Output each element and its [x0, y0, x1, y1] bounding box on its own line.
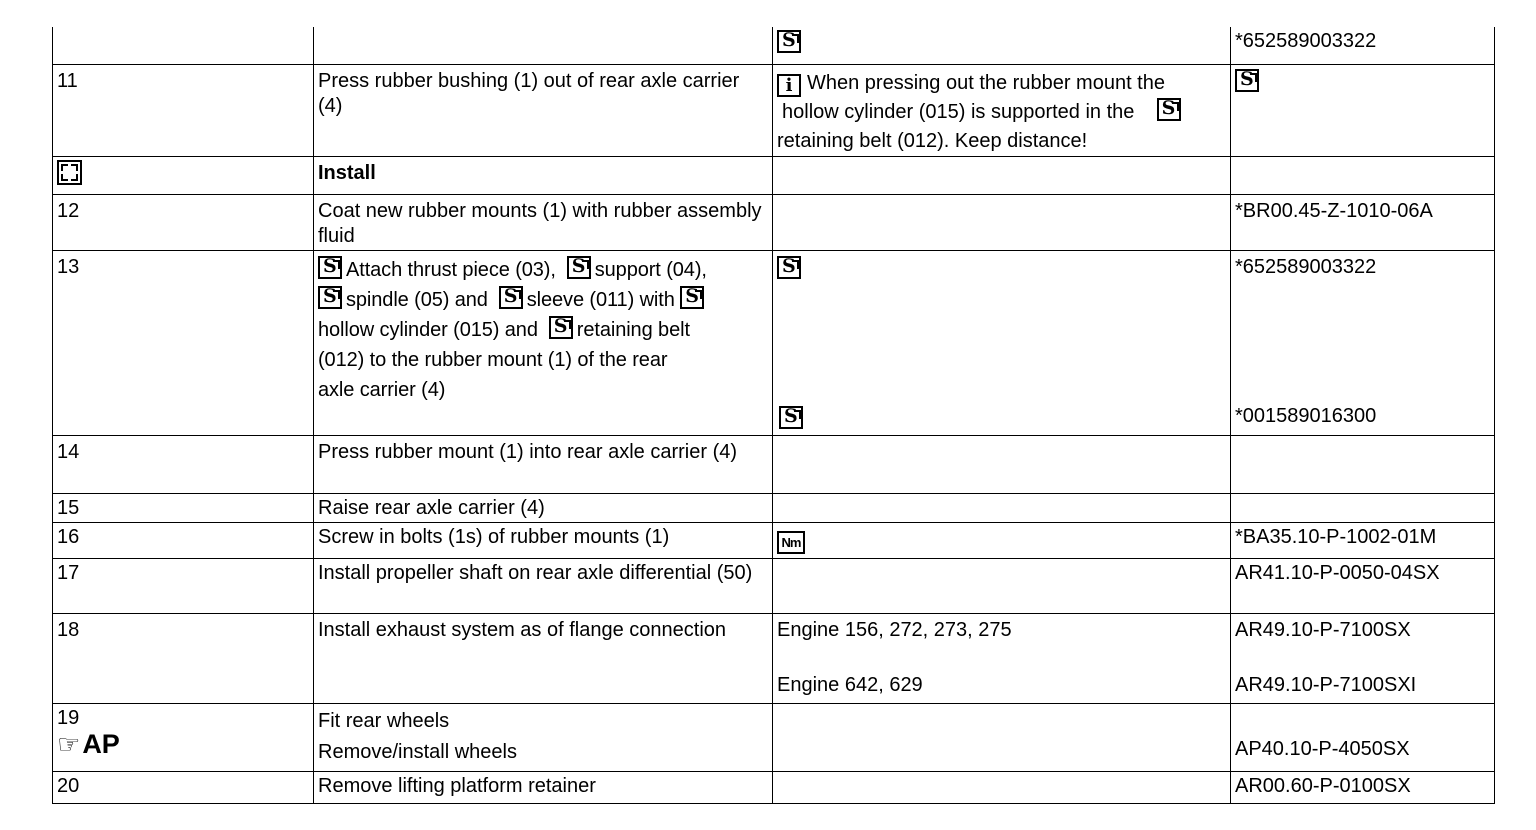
note-cell — [773, 613, 1231, 703]
note-text: When pressing out the rubber mount the — [807, 71, 1165, 94]
step-number: 14 — [57, 440, 80, 463]
step-number: 13 — [57, 255, 80, 278]
special-tool-icon[interactable] — [779, 406, 803, 429]
action-text: spindle (05) and — [346, 288, 488, 311]
special-tool-icon[interactable] — [549, 316, 573, 339]
special-tool-icon[interactable] — [318, 256, 342, 279]
action-text: Press rubber mount (1) into rear axle carrier (4) — [318, 440, 738, 463]
ref-cell — [1231, 613, 1495, 703]
procedure-table — [52, 27, 1495, 804]
note-cell — [773, 703, 1231, 771]
ref-cell — [1231, 435, 1495, 493]
ref-cell — [1231, 493, 1495, 522]
ref-cell — [1231, 27, 1495, 64]
step-cell — [53, 522, 314, 558]
reference-link[interactable]: *BR00.45-Z-1010-06A — [1235, 199, 1433, 222]
note-cell — [773, 64, 1231, 156]
step-number: 18 — [57, 618, 80, 641]
action-text: sleeve (011) with — [526, 288, 675, 311]
note-cell — [773, 558, 1231, 613]
action-cell — [314, 771, 773, 803]
step-number: 15 — [57, 496, 80, 519]
table-row — [53, 250, 1495, 435]
section-heading: Install — [318, 161, 376, 184]
step-cell — [53, 613, 314, 703]
special-tool-icon[interactable] — [499, 286, 523, 309]
ref-cell — [1231, 156, 1495, 194]
step-number: 12 — [57, 199, 80, 222]
information-icon[interactable]: i — [777, 74, 801, 97]
action-text: hollow cylinder (015) and — [318, 318, 538, 341]
engine-note: Engine 156, 272, 273, 275 — [777, 618, 1012, 641]
special-tool-icon[interactable] — [567, 256, 591, 279]
ref-cell — [1231, 703, 1495, 771]
table-row — [53, 64, 1495, 156]
table-row — [53, 703, 1495, 771]
action-cell — [314, 27, 773, 64]
action-cell — [314, 558, 773, 613]
ref-cell — [1231, 64, 1495, 156]
note-cell — [773, 156, 1231, 194]
ref-cell — [1231, 522, 1495, 558]
action-text: retaining belt — [576, 318, 690, 341]
action-text: Coat new rubber mounts (1) with rubber assembly fluid — [318, 199, 762, 247]
action-text: support (04), — [594, 258, 707, 281]
action-cell — [314, 64, 773, 156]
action-text: axle carrier (4) — [318, 378, 446, 401]
reference-link[interactable]: AR49.10-P-7100SXI — [1235, 673, 1417, 696]
reference-link[interactable]: *652589003322 — [1235, 30, 1377, 52]
table-row — [53, 156, 1495, 194]
step-number: 11 — [57, 69, 78, 92]
table-row — [53, 522, 1495, 558]
step-cell — [53, 771, 314, 803]
table-row — [53, 194, 1495, 250]
sub-action-text: Remove/install wheels — [318, 740, 517, 763]
ref-cell — [1231, 250, 1495, 435]
step-cell — [53, 435, 314, 493]
reference-link[interactable]: AP40.10-P-4050SX — [1235, 737, 1410, 760]
step-cell — [53, 156, 314, 194]
reference-link[interactable]: AR41.10-P-0050-04SX — [1235, 561, 1440, 584]
step-number: 16 — [57, 525, 80, 548]
action-text: Remove lifting platform retainer — [318, 774, 596, 797]
action-cell — [314, 522, 773, 558]
reference-link[interactable]: *BA35.10-P-1002-01M — [1235, 525, 1437, 548]
table-row — [53, 613, 1495, 703]
note-text: retaining belt (012). Keep distance! — [777, 129, 1088, 152]
step-cell — [53, 64, 314, 156]
action-text: Install exhaust system as of flange connection — [318, 618, 727, 641]
special-tool-icon[interactable] — [680, 286, 704, 309]
step-number: 20 — [57, 774, 80, 797]
note-cell — [773, 493, 1231, 522]
action-text: Install propeller shaft on rear axle differential (50) — [318, 561, 753, 584]
note-cell — [773, 435, 1231, 493]
step-number: 19 — [57, 706, 80, 729]
action-text: Press rubber bushing (1) out of rear axle carrier (4) — [318, 69, 740, 117]
action-cell — [314, 250, 773, 435]
step-cell — [53, 558, 314, 613]
note-cell — [773, 194, 1231, 250]
action-text: Fit rear wheels — [318, 709, 450, 732]
table-row — [53, 27, 1495, 64]
action-text: Raise rear axle carrier (4) — [318, 496, 545, 519]
action-cell — [314, 493, 773, 522]
step-cell — [53, 493, 314, 522]
note-cell — [773, 522, 1231, 558]
ref-cell — [1231, 558, 1495, 613]
table-row — [53, 771, 1495, 803]
table-row — [53, 435, 1495, 493]
step-cell — [53, 27, 314, 64]
action-text: Screw in bolts (1s) of rubber mounts (1) — [318, 525, 670, 548]
step-cell — [53, 250, 314, 435]
special-tool-icon[interactable] — [1157, 98, 1181, 121]
torque-nm-icon[interactable]: Nm — [777, 531, 805, 554]
special-tool-icon[interactable] — [777, 256, 801, 279]
table-row — [53, 493, 1495, 522]
step-cell — [53, 703, 314, 771]
action-text: Attach thrust piece (03), — [346, 258, 556, 281]
step-number: 17 — [57, 561, 80, 584]
special-tool-icon[interactable] — [777, 30, 801, 53]
action-text: (012) to the rubber mount (1) of the rear — [318, 348, 668, 371]
ref-cell — [1231, 771, 1495, 803]
special-tool-icon[interactable] — [1235, 69, 1259, 92]
note-cell — [773, 250, 1231, 435]
special-tool-icon[interactable] — [318, 286, 342, 309]
reference-link[interactable]: *652589003322 — [1235, 255, 1377, 278]
action-cell — [314, 613, 773, 703]
note-cell — [773, 771, 1231, 803]
install-icon — [57, 160, 82, 185]
ap-reference-icon[interactable]: ☞ AP — [57, 728, 120, 759]
ref-cell — [1231, 194, 1495, 250]
action-cell — [314, 194, 773, 250]
action-cell — [314, 703, 773, 771]
table-row — [53, 558, 1495, 613]
procedure-table-wrapper — [52, 27, 1494, 804]
reference-link[interactable]: AR49.10-P-7100SX — [1235, 618, 1411, 641]
step-cell — [53, 194, 314, 250]
engine-note: Engine 642, 629 — [777, 673, 923, 696]
action-cell — [314, 435, 773, 493]
action-cell — [314, 156, 773, 194]
note-text: hollow cylinder (015) is supported in the — [782, 100, 1135, 123]
note-cell — [773, 27, 1231, 64]
reference-link[interactable]: AR00.60-P-0100SX — [1235, 774, 1411, 797]
reference-link[interactable]: *001589016300 — [1235, 404, 1377, 427]
pointing-hand-icon: ☞ — [57, 728, 81, 759]
